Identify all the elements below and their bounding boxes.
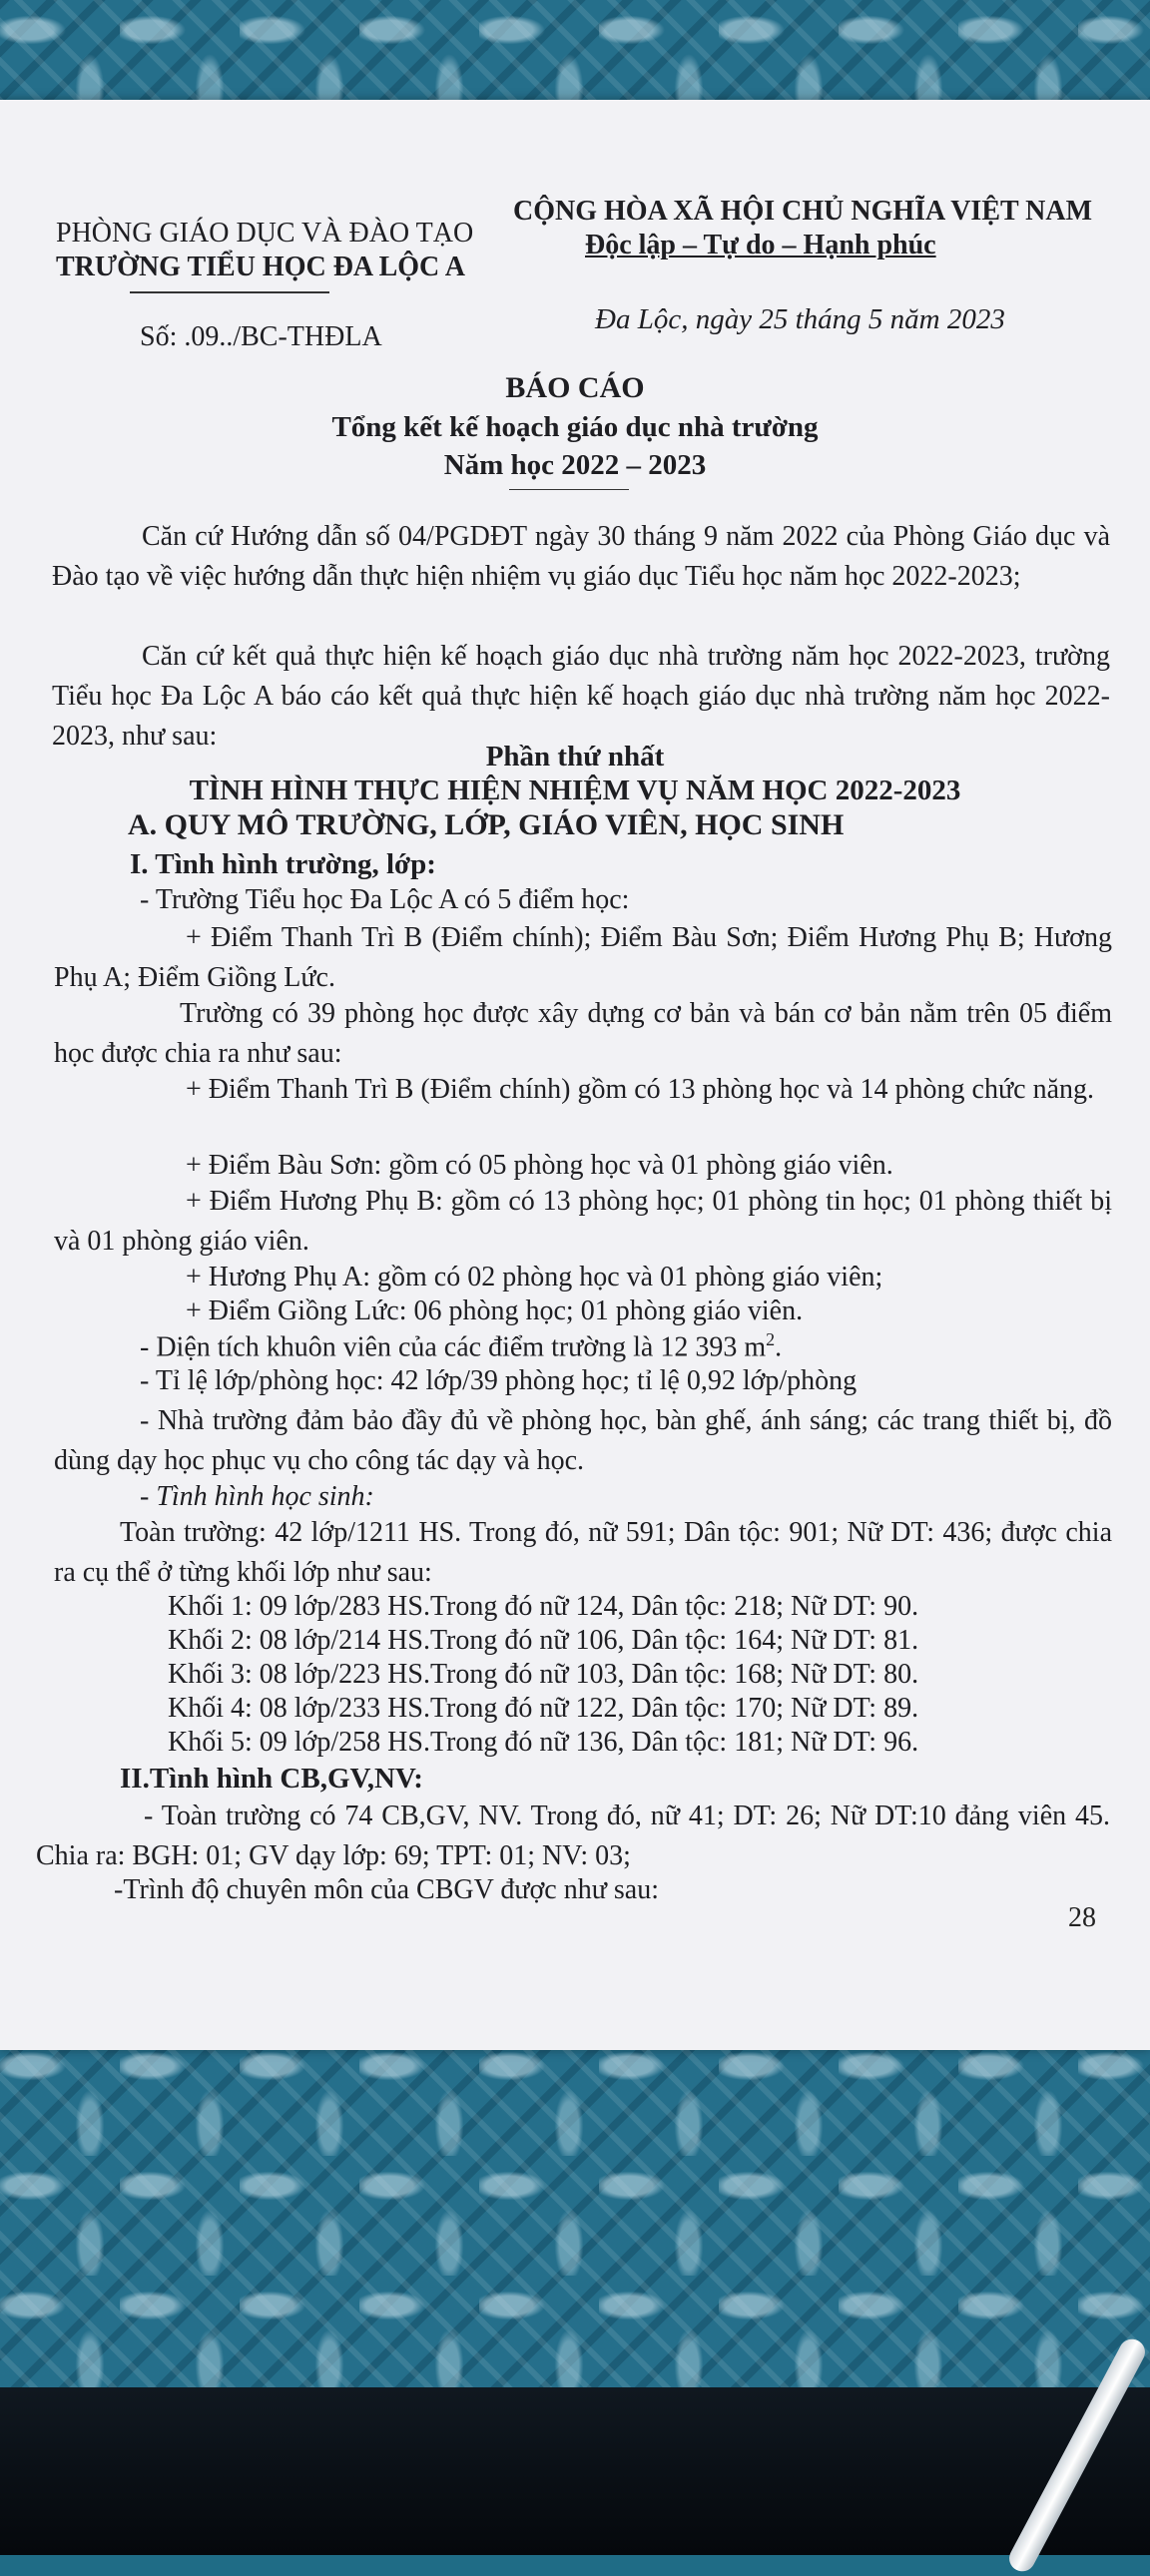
grade-line: Khối 3: 08 lớp/223 HS.Trong đó nữ 103, Dân tộc: 168; Nữ DT: 80. — [168, 1659, 919, 1690]
country-name: CỘNG HÒA XÃ HỘI CHỦ NGHĨA VIỆT NAM — [513, 196, 1093, 227]
section-1-heading: I. Tình hình trường, lớp: — [130, 848, 436, 880]
part-title: Phần thứ nhất — [485, 741, 665, 773]
students-subheading: - Tình hình học sinh: — [140, 1481, 374, 1512]
body-line: + Điểm Giồng Lức: 06 phòng học; 01 phòng giáo viên. — [186, 1295, 804, 1326]
report-title: BÁO CÁO — [505, 371, 645, 404]
grade-line: Khối 5: 09 lớp/258 HS.Trong đó nữ 136, Dân tộc: 181; Nữ DT: 96. — [168, 1727, 919, 1758]
body-paragraph: - Nhà trường đảm bảo đầy đủ về phòng học, bàn ghế, ánh sáng; các trang thiết bị, đồ dùng dạy học phục vụ cho công tác dạy và học. — [54, 1405, 1112, 1476]
body-paragraph: + Điểm Thanh Trì B (Điểm chính); Điểm Bàu Sơn; Điểm Hương Phụ B; Hương Phụ A; Điểm Giồng Lức. — [54, 922, 1112, 993]
part-heading: TÌNH HÌNH THỰC HIỆN NHIỆM VỤ NĂM HỌC 2022-2023 — [189, 774, 961, 806]
section-2-heading: II.Tình hình CB,GV,NV: — [120, 1763, 423, 1795]
staff-qualification-line: -Trình độ chuyên môn của CBGV được như sau: — [114, 1874, 660, 1905]
intro-paragraph-1: Căn cứ Hướng dẫn số 04/PGDĐT ngày 30 tháng 9 năm 2022 của Phòng Giáo dục và Đào tạo về việc hướng dẫn thực hiện nhiệm vụ giáo dục Tiểu học năm học 2022-2023; — [52, 521, 1110, 592]
grade-line: Khối 2: 08 lớp/214 HS.Trong đó nữ 106, Dân tộc: 164; Nữ DT: 81. — [168, 1625, 919, 1656]
document-date: Đa Lộc, ngày 25 tháng 5 năm 2023 — [595, 303, 1005, 335]
body-line: + Hương Phụ A: gồm có 02 phòng học và 01 phòng giáo viên; — [186, 1262, 883, 1292]
body-line: + Điểm Bàu Sơn: gồm có 05 phòng học và 01 phòng giáo viên. — [186, 1150, 893, 1181]
body-line: - Tỉ lệ lớp/phòng học: 42 lớp/39 phòng học; tỉ lệ 0,92 lớp/phòng — [140, 1365, 858, 1396]
staff-paragraph: - Toàn trường có 74 CB,GV, NV. Trong đó, nữ 41; DT: 26; Nữ DT:10 đảng viên 45. Chia ra: BGH: 01; GV dạy lớp: 69; TPT: 01; NV: 03; — [36, 1801, 1110, 1871]
grade-line: Khối 4: 08 lớp/233 HS.Trong đó nữ 122, Dân tộc: 170; Nữ DT: 89. — [168, 1693, 919, 1724]
report-year: Năm học 2022 – 2023 — [443, 449, 707, 481]
area-period: . — [775, 1331, 783, 1363]
school-underline — [130, 291, 329, 293]
area-superscript: 2 — [766, 1329, 776, 1349]
motto: Độc lập – Tự do – Hạnh phúc — [585, 230, 936, 260]
page-number: 28 — [1068, 1902, 1096, 1933]
body-paragraph: + Điểm Hương Phụ B: gồm có 13 phòng học; 01 phòng tin học; 01 phòng thiết bị và 01 phòng giáo viên. — [54, 1186, 1112, 1257]
document-page — [0, 100, 1150, 2050]
area-text: - Diện tích khuôn viên của các điểm trường là 12 393 m — [140, 1331, 767, 1363]
dark-surface — [0, 2387, 1150, 2555]
document-number: Số: .09../BC-THĐLA — [140, 321, 382, 352]
area-line — [140, 1329, 782, 1363]
department-name: PHÒNG GIÁO DỤC VÀ ĐÀO TẠO — [56, 218, 474, 249]
grade-line: Khối 1: 09 lớp/283 HS.Trong đó nữ 124, Dân tộc: 218; Nữ DT: 90. — [168, 1591, 919, 1622]
students-paragraph: Toàn trường: 42 lớp/1211 HS. Trong đó, nữ 591; Dân tộc: 901; Nữ DT: 436; được chia ra cụ thể ở từng khối lớp như sau: — [54, 1517, 1112, 1588]
intro-paragraph-2: Căn cứ kết quả thực hiện kế hoạch giáo dục nhà trường năm học 2022-2023, trường Tiểu học Đa Lộc A báo cáo kết quả thực hiện kế hoạch giáo dục nhà trường năm học 2022-2023, như sau: — [52, 641, 1110, 752]
school-name: TRƯỜNG TIỂU HỌC ĐA LỘC A — [56, 252, 465, 282]
report-subtitle: Tổng kết kế hoạch giáo dục nhà trường — [331, 411, 819, 443]
body-line: - Trường Tiểu học Đa Lộc A có 5 điểm học: — [140, 884, 630, 915]
title-underline — [509, 489, 629, 490]
body-paragraph: Trường có 39 phòng học được xây dựng cơ bản và bán cơ bản nằm trên 05 điểm học được chia ra như sau: — [54, 998, 1112, 1069]
section-a-heading: A. QUY MÔ TRƯỜNG, LỚP, GIÁO VIÊN, HỌC SINH — [128, 808, 845, 841]
body-paragraph: + Điểm Thanh Trì B (Điểm chính) gồm có 13 phòng học và 14 phòng chức năng. — [186, 1074, 1094, 1105]
